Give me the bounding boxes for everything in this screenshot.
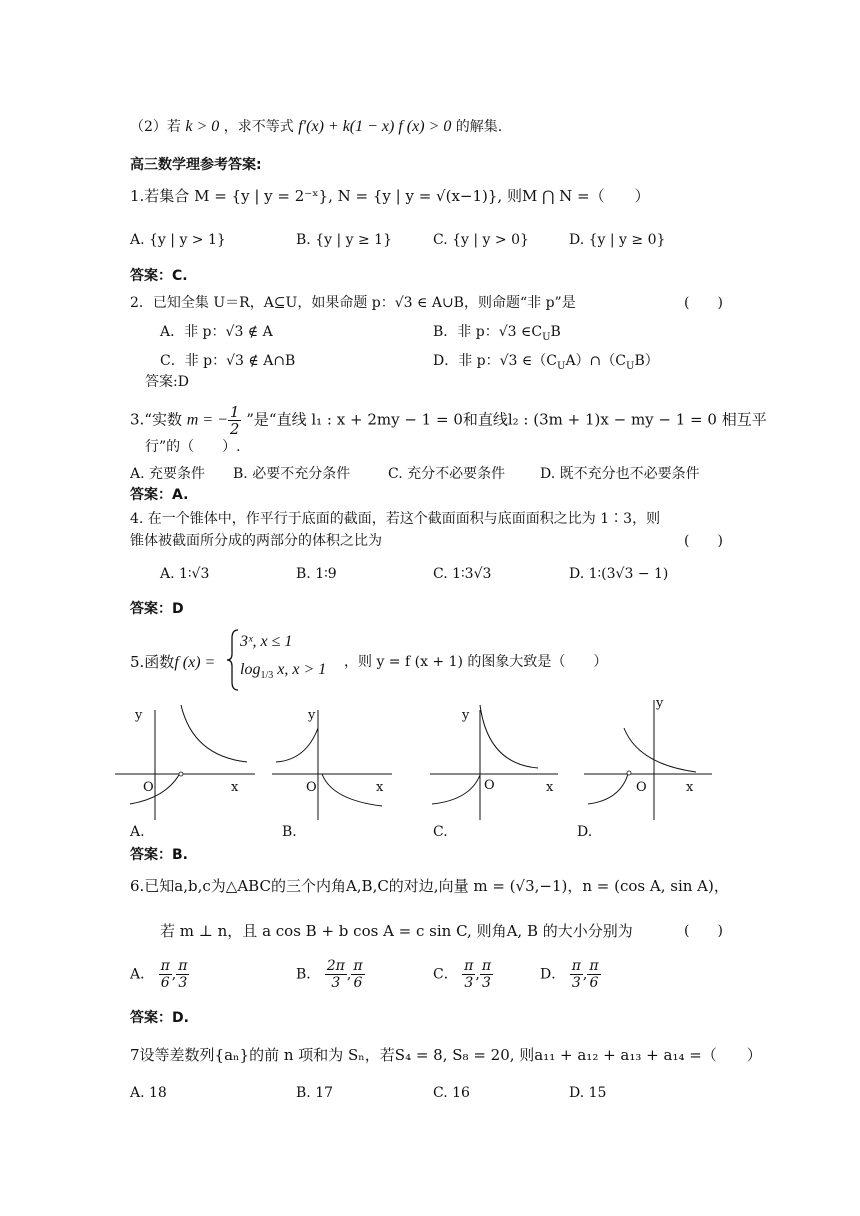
q2-option-a: A．非 p：√3 ∉ A xyxy=(160,324,273,340)
q3-option-d: D. 既不充分也不必要条件 xyxy=(540,466,700,482)
q2-answer: 答案:D xyxy=(145,374,189,390)
q4-option-b: B. 1∶9 xyxy=(296,566,337,582)
q6-paren: ( ) xyxy=(684,923,723,939)
q6-option-c: C． $\frac{\pi}{3}$ , $\frac{\pi}{3}$ xyxy=(433,958,492,991)
q5-option-d: D. xyxy=(577,824,593,840)
q5-case2: $\log_{1/3} x$, x > 1 xyxy=(240,661,327,682)
q6-stem-line1: 6.已知a,b,c为△ABC的三个内角A,B,C的对边,向量 m = (√3,−1)，n = (cos A, sin A)， xyxy=(130,877,729,895)
q1-answer: 答案：C. xyxy=(130,268,188,284)
q4-option-a: A. 1∶√3 xyxy=(160,566,210,582)
q5-graph-c xyxy=(430,700,570,820)
q7-stem: 7设等差数列{aₙ}的前 n 项和为 Sₙ，若S₄ = 8, S₈ = 20, 则a₁₁ + a₁₂ + a₁₃ + a₁₄ =（ ） xyxy=(130,1046,762,1064)
q2-option-d: D．非 p：√3 $\in(C_UA)\cap(C_UB)$ xyxy=(433,353,659,372)
q1-option-b: B. {y | y ≥ 1} xyxy=(296,232,392,248)
q5-option-b: B. xyxy=(282,824,297,840)
q3-option-b: B. 必要不充分条件 xyxy=(233,466,351,482)
q5-graph-d-y: y xyxy=(656,696,664,711)
q2-option-b: B．非 p：√3 $\in C_UB$ xyxy=(433,324,561,343)
q5-option-a: A. xyxy=(130,824,145,840)
q6-option-a: A． $\frac{\pi}{6}$ , $\frac{\pi}{3}$ xyxy=(130,958,188,991)
q1-stem: 1.若集合 M = {y | y = 2⁻ˣ}, N = {y | y = √(x−1)}, 则M ⋂ N =（ ） xyxy=(130,187,650,205)
q6-option-b: B． $\frac{2\pi}{3}$ , $\frac{\pi}{6}$ xyxy=(296,958,363,991)
q5-answer: 答案：B. xyxy=(130,847,188,863)
q2-stem: 2．已知全集 U＝R，A⊆U，如果命题 p：√3 ∈ A∪B，则命题“非 p”是 xyxy=(130,295,576,311)
q7-option-a: A. 18 xyxy=(130,1085,167,1101)
q4-paren: ( ) xyxy=(684,533,723,549)
q5-graph-d-x: x xyxy=(686,780,694,795)
q5-graph-a-y: y xyxy=(135,708,143,723)
q5-graph-b-y: y xyxy=(308,708,316,723)
q5-graph-b-o: O xyxy=(306,780,317,795)
q5-graph-b-x: x xyxy=(376,780,384,795)
q5-stem-b: ，则 y = f (x + 1) 的图象大致是（ ） xyxy=(344,654,608,670)
q3-answer: 答案：A. xyxy=(130,487,189,503)
q5-graph-c-x: x xyxy=(546,780,554,795)
q5-stem-a: 5.函数f (x) = xyxy=(130,653,216,671)
q1-option-a: A. {y | y > 1} xyxy=(130,232,226,248)
q5-graph-d-o: O xyxy=(636,780,647,795)
q5-graph-a-o: O xyxy=(143,780,154,795)
q3-option-a: A. 充要条件 xyxy=(130,466,206,482)
q5-graph-c-o: O xyxy=(484,778,495,793)
q5-case1: 3ˣ, x ≤ 1 xyxy=(240,633,293,650)
q5-graph-b xyxy=(272,700,412,820)
q2-option-c: C．非 p：√3 ∉ A∩B xyxy=(160,353,296,369)
q3-option-c: C. 充分不必要条件 xyxy=(388,466,506,482)
q6-stem-line2: 若 m ⊥ n，且 a cos B + b cos A = c sin C, 则角A, B 的大小分别为 xyxy=(160,922,633,940)
q4-option-c: C. 1∶3√3 xyxy=(433,566,492,582)
q4-option-d: D. 1∶(3√3 − 1) xyxy=(569,566,669,582)
q1-option-c: C. {y | y > 0} xyxy=(433,232,529,248)
q6-option-d: D． $\frac{\pi}{3}$ , $\frac{\pi}{6}$ xyxy=(540,958,599,991)
q3-stem-line2: 行”的（ ）. xyxy=(145,439,241,455)
q4-stem-line1: 4. 在一个锥体中，作平行于底面的截面，若这个截面面积与底面面积之比为 1∶3，则 xyxy=(130,511,661,527)
q5-brace xyxy=(226,628,240,692)
q5-graph-d xyxy=(584,696,724,820)
q4-answer: 答案：D xyxy=(130,601,184,617)
q4-stem-line2: 锥体被截面所分成的两部分的体积之比为 xyxy=(130,533,382,549)
q3-fraction: $\frac{1}{2}$ xyxy=(229,403,240,438)
q7-option-b: B. 17 xyxy=(296,1085,334,1101)
q5-option-c: C. xyxy=(433,824,448,840)
section-title: 高三数学理参考答案: xyxy=(130,157,262,173)
q5-graph-a xyxy=(115,700,255,820)
q1-option-d: D. {y | y ≥ 0} xyxy=(569,232,666,248)
q5-graph-c-y: y xyxy=(462,708,470,723)
q7-option-c: C. 16 xyxy=(433,1085,470,1101)
q7-option-d: D. 15 xyxy=(569,1085,607,1101)
q3-stem-line1: 3.“实数 m = − $\frac{1}{2}$ ”是“直线 l₁ : x + 2my − 1 = 0和直线l₂ : (3m + 1)x − my − 1 = 0 相互平 xyxy=(130,403,767,438)
q2-paren: ( ) xyxy=(684,295,723,311)
q5-graph-a-x: x xyxy=(231,780,239,795)
q-part2-line: （2）若 k > 0 ，求不等式 f′(x) + k(1 − x) f (x) > 0 的解集. xyxy=(130,118,503,135)
q6-answer: 答案：D. xyxy=(130,1010,189,1026)
